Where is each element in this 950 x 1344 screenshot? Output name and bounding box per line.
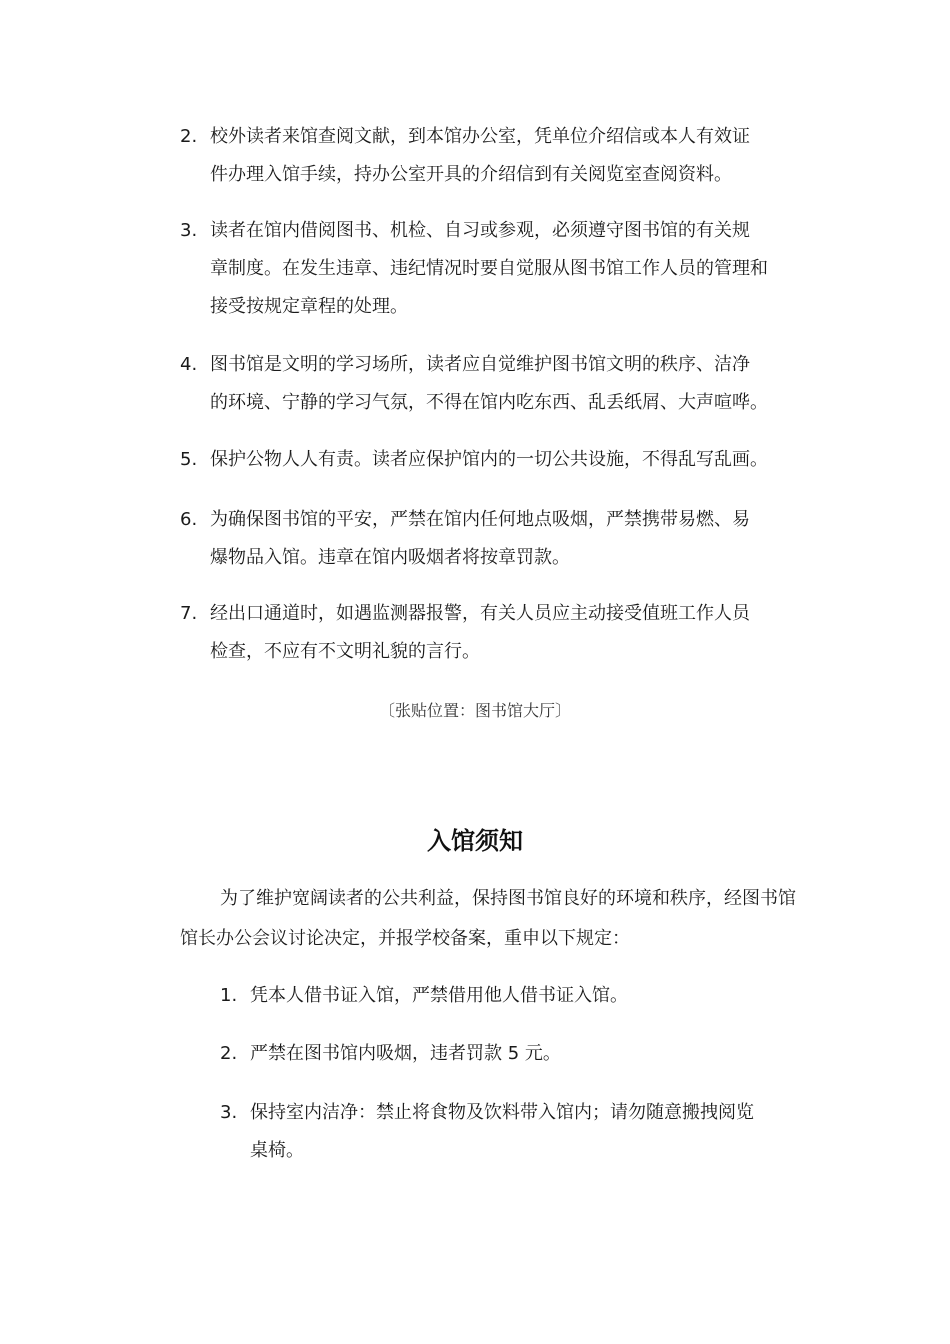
- list-item: [180, 212, 820, 326]
- item-number: 5.: [180, 449, 198, 470]
- rule-item: [220, 1035, 800, 1073]
- item-number: 6.: [180, 509, 198, 530]
- item-text-continued: 的环境、宁静的学习气氛，不得在馆内吃东西、乱丢纸屑、大声喧哗。: [210, 392, 768, 413]
- rule-number: 3.: [220, 1102, 238, 1123]
- rule-number: 1.: [220, 985, 238, 1006]
- list-item: [180, 501, 820, 577]
- item-number: 7.: [180, 603, 198, 624]
- rule-item: [220, 977, 800, 1015]
- item-number: 3.: [180, 220, 198, 241]
- item-text-continued: 章制度。在发生违章、违纪情况时要自觉服从图书馆工作人员的管理和: [210, 258, 768, 279]
- item-text: 为确保图书馆的平安，严禁在馆内任何地点吸烟，严禁携带易燃、易: [210, 509, 750, 530]
- intro-paragraph: 为了维护宽阔读者的公共利益，保持图书馆良好的环境和秩序，经图书馆馆长办公会议讨论决定，并报学校备案，重申以下规定：: [180, 888, 796, 949]
- rule-text: 凭本人借书证入馆，严禁借用他人借书证入馆。: [250, 985, 628, 1006]
- item-text: 校外读者来馆查阅文献，到本馆办公室，凭单位介绍信或本人有效证: [210, 126, 750, 147]
- posting-location-caption: 〔张贴位置：图书馆大厅〕: [378, 701, 571, 720]
- item-text: 经出口通道时，如遇监测器报警，有关人员应主动接受值班工作人员: [210, 603, 750, 624]
- item-number: 2.: [180, 126, 198, 147]
- rule-text-continued: 桌椅。: [250, 1140, 304, 1161]
- rule-item: [220, 1094, 800, 1170]
- section-title: 入馆须知: [427, 827, 523, 855]
- item-text-continued: 件办理入馆手续，持办公室开具的介绍信到有关阅览室查阅资料。: [210, 164, 732, 185]
- list-item: [180, 346, 820, 422]
- item-text: 保护公物人人有责。读者应保护馆内的一切公共设施，不得乱写乱画。: [210, 449, 768, 470]
- rule-number: 2.: [220, 1043, 238, 1064]
- list-item: [180, 595, 820, 671]
- rule-text: 保持室内洁净：禁止将食物及饮料带入馆内；请勿随意搬拽阅览: [250, 1102, 754, 1123]
- list-item: [180, 441, 820, 479]
- item-text: 图书馆是文明的学习场所，读者应自觉维护图书馆文明的秩序、洁净: [210, 354, 750, 375]
- item-number: 4.: [180, 354, 198, 375]
- item-text: 读者在馆内借阅图书、机检、自习或参观，必须遵守图书馆的有关规: [210, 220, 750, 241]
- item-text-continued: 爆物品入馆。违章在馆内吸烟者将按章罚款。: [210, 547, 570, 568]
- list-item: [180, 118, 820, 194]
- item-text-continued: 接受按规定章程的处理。: [210, 296, 408, 317]
- item-text-continued: 检查，不应有不文明礼貌的言行。: [210, 641, 480, 662]
- rule-text: 严禁在图书馆内吸烟，违者罚款 5 元。: [250, 1043, 561, 1064]
